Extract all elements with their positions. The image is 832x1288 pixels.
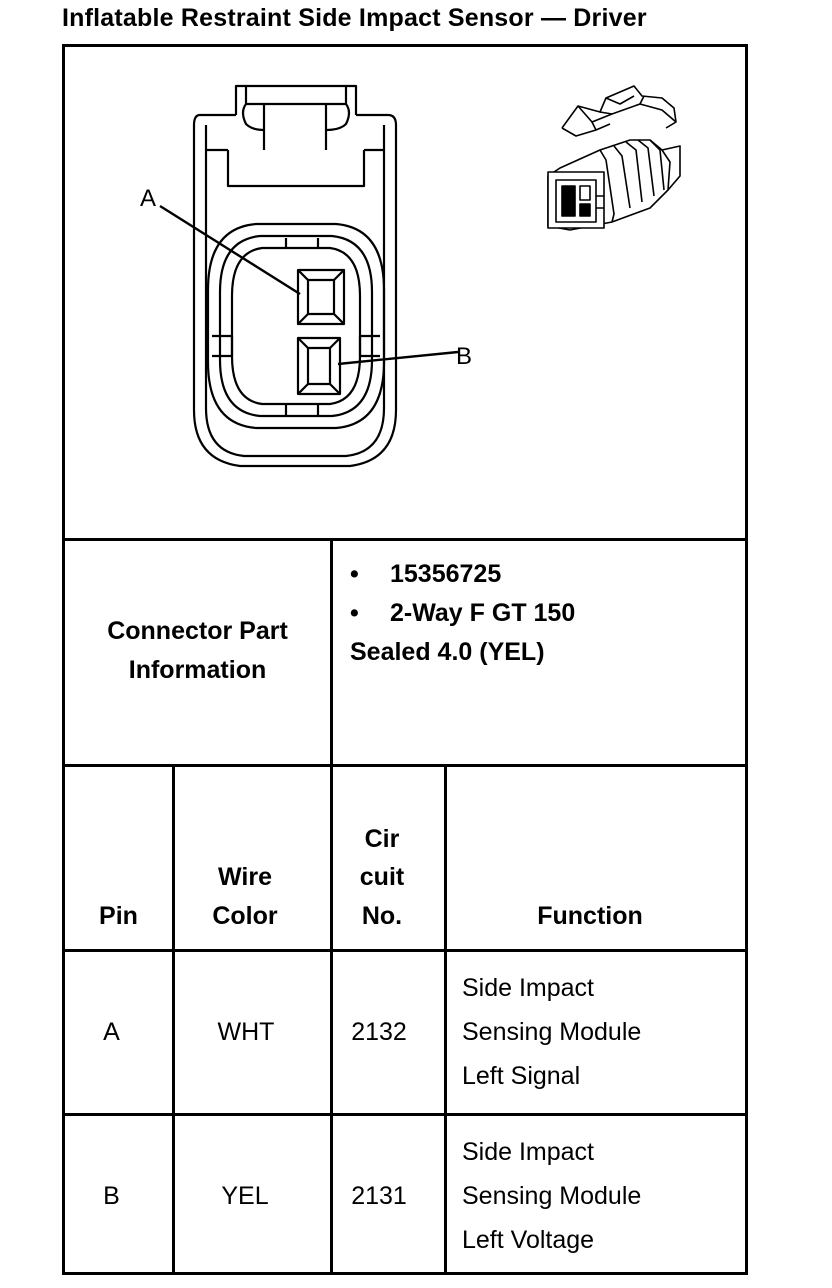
row-function-line1: Side Impact [462, 974, 595, 1002]
bullet-icon: • [350, 560, 359, 588]
row-function-line3: Left Voltage [462, 1226, 595, 1254]
header-pin: Pin [99, 902, 138, 930]
connector-info-label-line1: Connector Part [107, 617, 288, 645]
row-function-line2: Sensing Module [462, 1182, 642, 1210]
row-circuit: 2131 [351, 1182, 407, 1210]
pin-b-callout: B [456, 343, 473, 370]
pin-a-callout: A [140, 185, 157, 212]
bullet-icon: • [350, 599, 359, 627]
row-function-line2: Sensing Module [462, 1018, 642, 1046]
connector-3d-illustration [548, 86, 680, 230]
header-function: Function [537, 902, 643, 930]
connector-description-line1: 2-Way F GT 150 [390, 599, 576, 627]
header-circuit-line3: No. [361, 902, 403, 930]
header-circuit-line2: cuit [359, 863, 405, 891]
header-wire-color-line2: Color [212, 902, 278, 930]
row-circuit: 2132 [351, 1018, 407, 1046]
row-pin: B [103, 1182, 120, 1210]
header-wire-color-line1: Wire [218, 863, 272, 891]
row-function-line1: Side Impact [462, 1138, 595, 1166]
row-pin: A [103, 1018, 120, 1046]
connector-part-number: 15356725 [390, 560, 502, 588]
row-function-line3: Left Signal [462, 1062, 581, 1090]
row-wire-color: YEL [221, 1182, 269, 1210]
row-wire-color: WHT [217, 1018, 275, 1046]
connector-info-label-line2: Information [128, 656, 267, 684]
header-circuit-line1: Cir [364, 825, 400, 853]
page-title: Inflatable Restraint Side Impact Sensor — Driver [62, 4, 647, 32]
connector-face-diagram [0, 0, 832, 540]
connector-description-line2: Sealed 4.0 (YEL) [350, 638, 545, 666]
